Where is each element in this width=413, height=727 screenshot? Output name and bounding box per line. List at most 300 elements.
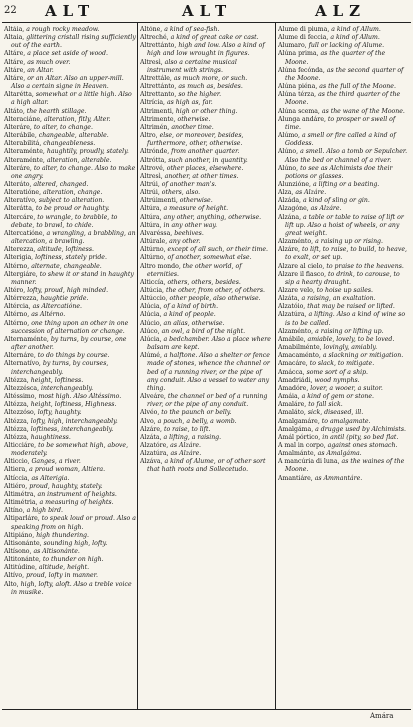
entry-headword: Alumaro,: [278, 42, 307, 50]
entry-headword: Altúrale,: [140, 238, 168, 246]
entry-headword: Altívo,: [4, 572, 25, 580]
entry-definition: also a certaine musical instrument with strings.: [147, 58, 237, 74]
dictionary-entry: [278, 442, 410, 450]
entry-headword: Altíccia,: [4, 474, 30, 482]
entry-definition: a table or table to raise of lift or lift up. Also a hoist of wheels, or any great weight.: [285, 213, 404, 237]
entry-definition: high or other thing.: [175, 107, 238, 115]
entry-headword: Altúra,: [140, 205, 162, 213]
entry-definition: a smell or fire called a kind of Goddess.: [285, 132, 396, 148]
dictionary-entry: [278, 246, 410, 262]
entry-definition: a kind of people.: [163, 311, 216, 319]
dictionary-entry: [4, 287, 136, 295]
entry-definition: the channel or bed of a running river, or the pipe of any conduit.: [147, 393, 268, 409]
entry-headword: Alternatívo,: [4, 360, 41, 368]
entry-definition: a lifting. Also a kind of wine so is to be called.: [285, 311, 406, 327]
dictionary-entry: [278, 205, 410, 213]
dictionary-entry: [4, 254, 136, 262]
entry-definition: any other.: [169, 238, 201, 246]
dictionary-entry: [4, 377, 136, 385]
running-header: [0, 0, 413, 22]
entry-definition: as Altisonánte.: [33, 548, 80, 555]
entry-definition: of another man's.: [161, 180, 217, 188]
entry-headword: Altísono,: [4, 548, 32, 555]
entry-definition: a raising, an exaltation.: [301, 295, 376, 303]
entry-headword: Alume di feccia,: [278, 34, 329, 42]
entry-definition: to alter, to change. Also to make one angry.: [11, 164, 136, 180]
dictionary-entry: [4, 50, 136, 58]
entry-definition: to be proud or haughty.: [35, 205, 110, 213]
dictionary-entry: [278, 67, 410, 83]
entry-headword: Altaia,: [4, 34, 25, 42]
entry-definition: to raise, to lift.: [163, 425, 211, 433]
entry-definition: a raising up or rising.: [315, 238, 383, 246]
entry-definition: such another, in quantity.: [168, 156, 248, 164]
dictionary-entry: [4, 385, 136, 393]
dictionary-entry: [4, 491, 136, 499]
entry-definition: to hoise up sailes.: [316, 287, 373, 294]
entry-headword: Altéro,: [4, 287, 26, 294]
dictionary-entry: [140, 91, 273, 99]
entry-headword: Alúcia,: [140, 311, 162, 319]
entry-headword: Alúna prima,: [278, 50, 319, 58]
entry-headword: Alunzióne,: [278, 180, 311, 188]
entry-headword: Altércia,: [4, 303, 31, 311]
dictionary-entry: [278, 303, 410, 311]
dictionary-entry: [278, 401, 410, 409]
entry-headword: Altézza,: [4, 425, 29, 433]
dictionary-entry: [140, 99, 273, 107]
entry-definition: as the full of the Moone.: [319, 83, 396, 91]
entry-definition: to drink, to carouse, to sip a hearty draught.: [285, 270, 400, 286]
entry-definition: an instrument of heights.: [37, 490, 117, 498]
dictionary-entry: [4, 246, 136, 254]
entry-definition: an alias, otherwise.: [163, 319, 225, 327]
dictionary-entry: [4, 515, 136, 531]
entry-headword: Altarétta,: [4, 91, 34, 99]
entry-definition: wood nymphs.: [314, 376, 360, 384]
dictionary-entry: [140, 197, 273, 205]
entry-headword: Amantiáre,: [278, 474, 313, 482]
entry-headword: Altergiáre,: [4, 270, 38, 278]
entry-definition: an Altar.: [27, 66, 54, 74]
entry-headword: Alternáre,: [4, 352, 36, 360]
dictionary-entry: [278, 108, 410, 116]
entry-headword: Alticciáre,: [4, 441, 37, 449]
entry-headword: Altáre,: [4, 50, 26, 58]
entry-headword: Altisonánte,: [4, 539, 42, 547]
entry-headword: Alterezza,: [4, 246, 36, 254]
entry-headword: Altúccio,: [140, 295, 168, 303]
entry-headword: Alzáta,: [278, 295, 300, 303]
entry-headword: A mancúria di luna,: [278, 458, 340, 466]
entry-definition: as Alzáre.: [170, 441, 201, 449]
entry-headword: Alto,: [4, 580, 19, 588]
entry-definition: any other, anything, otherwise.: [163, 213, 262, 221]
dictionary-entry: [4, 581, 136, 597]
entry-definition: lover, a wooer, a suitor.: [310, 384, 383, 392]
entry-headword: Alzare il fiasco,: [278, 270, 327, 278]
dictionary-entry: [4, 197, 136, 205]
entry-headword: Altrúi,: [140, 189, 160, 197]
entry-headword: Alteráto,: [4, 180, 32, 188]
dictionary-entry: [140, 132, 273, 148]
entry-headword: Altiparláre,: [4, 515, 40, 523]
entry-headword: Altúra,: [140, 213, 162, 221]
entry-headword: Alteraciáne,: [4, 115, 42, 123]
entry-definition: to wrangle, to brabble, to debate, to brawl, to chide.: [11, 213, 118, 229]
dictionary-entry: [4, 75, 136, 91]
dictionary-entry: [278, 328, 410, 336]
entry-headword: Alzagóne,: [278, 205, 309, 213]
entry-definition: to shew it or stand in haughty manner.: [11, 270, 134, 286]
entry-headword: Alzaménto,: [278, 327, 314, 335]
entry-definition: a high bird.: [26, 507, 63, 515]
entry-definition: sick, diseased, ill.: [307, 409, 364, 417]
dictionary-entry: [4, 564, 136, 572]
entry-headword: Altrótta,: [140, 156, 167, 164]
entry-headword: Amadóre,: [278, 384, 309, 392]
entry-headword: Alzatúra,: [278, 311, 307, 319]
dictionary-entry: [140, 83, 273, 91]
dictionary-entry: [278, 377, 410, 385]
entry-headword: Alveáre,: [140, 393, 166, 401]
entry-definition: to be somewhat high, above, moderately.: [11, 441, 129, 458]
dictionary-entry: [140, 230, 273, 238]
entry-definition: a kind of sea-fish.: [164, 26, 220, 33]
entry-headword: Altéssimo,: [4, 393, 37, 401]
dictionary-entry: [278, 26, 410, 34]
entry-definition: changeableness.: [43, 140, 96, 148]
entry-definition: most high. Also Altéssimo.: [38, 393, 122, 401]
dictionary-entry: [4, 532, 136, 540]
dictionary-entry: [278, 450, 410, 458]
entry-headword: Altrimén,: [140, 123, 170, 131]
dictionary-entry: [4, 165, 136, 181]
dictionary-entry: [4, 230, 136, 246]
entry-definition: a slackning or mitigation.: [322, 352, 404, 360]
dictionary-entry: [140, 205, 273, 213]
entry-definition: the other, from other, of others.: [166, 287, 265, 294]
entry-definition: alteration, change.: [43, 189, 103, 197]
entry-definition: against ones stomach.: [327, 441, 398, 449]
entry-headword: Altrettánto,: [140, 83, 177, 91]
entry-headword: Alúna piéna,: [278, 83, 318, 91]
entry-headword: Alzatóre,: [140, 441, 169, 449]
entry-headword: Alterabilitá,: [4, 140, 42, 148]
entry-headword: Altérno,: [4, 311, 30, 319]
dictionary-entry: [140, 328, 273, 336]
dictionary-entry: [278, 393, 410, 401]
dictionary-entry: [4, 263, 136, 271]
entry-definition: beehives.: [174, 229, 204, 237]
entry-definition: to see as Alchimists doe their potions or glasses.: [285, 164, 393, 180]
entry-definition: loftiness, stately pride.: [35, 254, 107, 262]
entry-definition: from another quarter.: [171, 148, 240, 156]
dictionary-entry: [140, 148, 273, 156]
entry-headword: Amácca,: [278, 368, 305, 376]
dictionary-entry: [278, 116, 410, 132]
entry-definition: by turns, by courses, interchangeably.: [11, 360, 109, 376]
entry-headword: Altercáre,: [4, 213, 36, 221]
entry-headword: Alteraménte,: [4, 156, 45, 164]
entry-headword: Altercatióne,: [4, 229, 45, 237]
entry-definition: a kind of Allum.: [331, 26, 381, 33]
entry-headword: Alzána,: [278, 213, 302, 221]
entry-definition: so the higher.: [178, 91, 222, 99]
entry-definition: as Ammantáre.: [314, 474, 363, 482]
entry-definition: as the quarter of the Moone.: [285, 50, 386, 66]
entry-headword: Alterigia,: [4, 254, 34, 262]
entry-definition: a place set aside of wood.: [27, 50, 108, 58]
entry-headword: Altiera,: [4, 466, 28, 474]
entry-headword: Alúcia,: [140, 303, 162, 311]
entry-headword: Altresì,: [140, 172, 163, 180]
dictionary-entry: [140, 124, 273, 132]
entry-headword: Altézza,: [4, 376, 29, 384]
entry-definition: alteration, fitly, Alter.: [43, 115, 111, 123]
entry-headword: Altíno,: [4, 507, 25, 515]
entry-definition: lofty, high, interchangeably.: [30, 417, 118, 425]
dictionary-entry: [140, 450, 273, 458]
entry-headword: Alzare velo,: [278, 287, 315, 294]
entry-headword: Alzaménto,: [278, 238, 314, 246]
entry-headword: Altérrezza,: [4, 295, 39, 303]
dictionary-entry: [278, 34, 410, 42]
dictionary-entry: [4, 67, 136, 75]
dictionary-entry: [4, 336, 136, 352]
entry-headword: Altézza,: [4, 433, 29, 441]
entry-headword: Altrúimenti,: [140, 197, 178, 205]
entry-headword: Altáre,: [4, 66, 26, 74]
entry-definition: a measuring of heights.: [39, 499, 114, 507]
dictionary-entry: [4, 360, 136, 376]
entry-definition: as high as, far.: [166, 99, 213, 107]
dictionary-entry: [278, 295, 410, 303]
entry-headword: Alúcio,: [140, 319, 162, 327]
entry-definition: a kind of sling or gin.: [302, 197, 370, 205]
dictionary-entry: [140, 393, 273, 409]
dictionary-entry: [140, 458, 273, 474]
entry-headword: Altitonánte,: [4, 556, 41, 564]
dictionary-entry: [278, 197, 410, 205]
entry-definition: as the wane of the Moone.: [321, 107, 405, 115]
entry-definition: proud, haughty, stately.: [29, 482, 103, 490]
entry-headword: Altúcia,: [140, 287, 165, 294]
entry-headword: Altrettále,: [140, 74, 172, 82]
entry-headword: Alúna térza,: [278, 91, 317, 99]
dictionary-entry: [140, 418, 273, 426]
entry-definition: as Alzáre.: [295, 189, 327, 197]
dictionary-entry: [278, 352, 410, 360]
dictionary-entry: [140, 222, 273, 230]
entry-definition: a halftone. Also a shelter or fence made of stones, whence the channel or bed of a running river, or the pipe of any conduit. Also a vessel to water any thing.: [147, 352, 270, 392]
dictionary-entry: [278, 369, 410, 377]
entry-definition: loftiness, interchangeably.: [30, 425, 114, 433]
dictionary-entry: [140, 263, 273, 279]
entry-headword: Altóne,: [140, 26, 163, 33]
entry-definition: a pouch, a belly, a womb.: [157, 417, 237, 425]
entry-headword: Altrimente,: [140, 115, 176, 123]
dictionary-entry: [140, 189, 273, 197]
entry-headword: Alterábile,: [4, 132, 37, 140]
dictionary-entry: [4, 572, 136, 580]
dictionary-entry: [4, 116, 136, 124]
dictionary-entry: [140, 352, 273, 393]
dictionary-entry: [4, 26, 136, 34]
dictionary-entry: [278, 434, 410, 442]
entry-headword: Amáia,: [278, 393, 300, 401]
entry-definition: some sort of a ship.: [306, 368, 369, 376]
entry-headword: Alúna fecónda,: [278, 66, 325, 74]
entry-definition: lofty, proud, high minded.: [27, 287, 109, 294]
dictionary-entry: [4, 124, 136, 132]
entry-definition: subject to alteration.: [38, 197, 105, 205]
dictionary-entry: [278, 426, 410, 434]
entry-definition: to speak loud or proud. Also a speaking from on high.: [11, 515, 136, 531]
dictionary-entry: [278, 83, 410, 91]
entry-headword: Altrícia,: [140, 99, 165, 107]
dictionary-entry: [4, 320, 136, 336]
entry-headword: Alume di piuma,: [278, 26, 330, 33]
entry-headword: Amalgáma,: [278, 425, 314, 433]
entry-definition: haughtily, proudly, stately.: [46, 148, 129, 156]
dictionary-entry: [278, 344, 410, 352]
entry-definition: to praise to the heavens.: [326, 262, 404, 270]
entry-headword: Altáre,: [4, 74, 26, 82]
entry-headword: A mal in corpo,: [278, 441, 326, 449]
dictionary-entry: [4, 499, 136, 507]
entry-headword: Alzáre,: [140, 425, 162, 433]
entry-headword: Altimétra,: [4, 490, 36, 498]
entry-definition: other places, elsewhere.: [166, 164, 244, 172]
dictionary-entry: [4, 59, 136, 67]
entry-definition: to alter, to change.: [33, 123, 93, 131]
bottom-rule: [2, 709, 411, 710]
entry-definition: others, others, besides.: [167, 278, 241, 286]
dictionary-entry: [278, 91, 410, 107]
column-divider-1: [137, 23, 138, 709]
entry-headword: Alterátta,: [4, 205, 34, 213]
entry-definition: high thundering.: [36, 531, 89, 539]
catchword: Amára: [370, 712, 394, 720]
dictionary-entry: [140, 434, 273, 442]
entry-definition: sounding high, lofty.: [43, 539, 108, 547]
dictionary-entry: [4, 426, 136, 434]
page-number: 22: [4, 5, 17, 16]
entry-headword: Amalgamáre,: [278, 417, 320, 425]
entry-definition: lovingly, amiably.: [323, 344, 378, 352]
entry-headword: Altérno,: [4, 319, 30, 327]
entry-headword: Alúno,: [278, 164, 299, 172]
dictionary-entry: [140, 26, 273, 34]
dictionary-entry: [140, 214, 273, 222]
entry-headword: Altimétria,: [4, 499, 38, 507]
entry-definition: high and low. Also a kind of high and low wrought in figures.: [147, 42, 265, 58]
dictionary-entry: [4, 548, 136, 556]
entry-definition: interchangeably.: [41, 384, 94, 392]
entry-definition: high, lofty, aloft. Also a treble voice in musike.: [11, 580, 132, 596]
dictionary-entry: [140, 108, 273, 116]
dictionary-entry: [278, 287, 410, 295]
dictionary-entry: [4, 483, 136, 491]
entry-headword: Amabilménte,: [278, 344, 322, 352]
entry-headword: Alteraménte,: [4, 148, 45, 156]
dictionary-entry: [140, 238, 273, 246]
entry-headword: Alvéo,: [140, 409, 160, 417]
dictionary-entry: [278, 132, 410, 148]
entry-definition: one thing upon an other in one succession of alternation or change.: [11, 319, 129, 335]
entry-definition: as Alterigia.: [31, 474, 70, 482]
header-left-word: ALT: [45, 2, 96, 20]
entry-definition: as the second quarter of the Moone.: [285, 66, 404, 82]
entry-headword: Alternaménte,: [4, 335, 49, 343]
entry-definition: to thunder on high.: [42, 556, 104, 564]
entry-definition: to prosper or swell of time.: [285, 115, 396, 131]
entry-headword: Altáto,: [4, 107, 25, 115]
dictionary-entry: [4, 189, 136, 197]
entry-headword: Altreché,: [140, 34, 169, 42]
dictionary-entry: [140, 59, 273, 75]
entry-headword: Altáia,: [4, 26, 25, 33]
entry-headword: Alúcia,: [140, 335, 162, 343]
dictionary-entry: [4, 466, 136, 474]
dictionary-entry: [4, 401, 136, 409]
dictionary-entry: [140, 279, 273, 287]
entry-definition: otherwise.: [177, 115, 211, 123]
entry-definition: the hearth stillage.: [26, 107, 87, 115]
entry-headword: Alzatúra,: [140, 450, 169, 458]
entry-definition: or an Altar. Also an upper-mill. Also a certain signe in Heaven.: [11, 74, 124, 91]
entry-headword: Altézza,: [4, 417, 29, 425]
entry-headword: Altrúi,: [140, 180, 160, 188]
column-middle: [140, 26, 273, 706]
dictionary-entry: [278, 409, 410, 417]
entry-definition: by turns, by course, one after another.: [11, 335, 127, 352]
dictionary-entry: [4, 352, 136, 360]
entry-definition: to lift, to raise, to build, to heave, to exalt, or set up.: [285, 246, 407, 262]
entry-headword: Altrettánto,: [140, 42, 177, 50]
entry-headword: Alteráre,: [4, 123, 32, 131]
entry-headword: Altúrno,: [140, 254, 166, 262]
entry-headword: Amalmánte,: [278, 450, 316, 458]
dictionary-entry: [140, 34, 273, 42]
dictionary-entry: [278, 311, 410, 327]
column-left: [4, 26, 136, 706]
entry-headword: Amadriádi,: [278, 376, 313, 384]
entry-definition: as Amalgáma.: [317, 450, 362, 458]
dictionary-entry: [140, 320, 273, 328]
dictionary-entry: [278, 336, 410, 344]
dictionary-entry: [140, 254, 273, 262]
dictionary-entry: [140, 295, 273, 303]
dictionary-entry: [278, 458, 410, 474]
entry-definition: as much as, besides.: [178, 83, 243, 91]
header-center-word: ALT: [182, 2, 233, 20]
column-divider-2: [275, 23, 276, 709]
entry-headword: Amaláre,: [278, 401, 307, 409]
dictionary-entry: [4, 303, 136, 311]
dictionary-entry: [4, 418, 136, 426]
entry-definition: glittering cristall rising sufficiently out of the earth.: [11, 34, 136, 50]
dictionary-entry: [278, 148, 410, 164]
dictionary-entry: [4, 556, 136, 564]
dictionary-entry: [4, 540, 136, 548]
entry-definition: lofty, haughty.: [37, 409, 82, 417]
entry-definition: to the paunch or belly.: [161, 409, 232, 417]
entry-definition: a kind of Alume, or of other sort that hath roots and Sollecetudo.: [147, 458, 266, 474]
dictionary-entry: [4, 458, 136, 466]
entry-headword: Alteráre,: [4, 164, 32, 172]
